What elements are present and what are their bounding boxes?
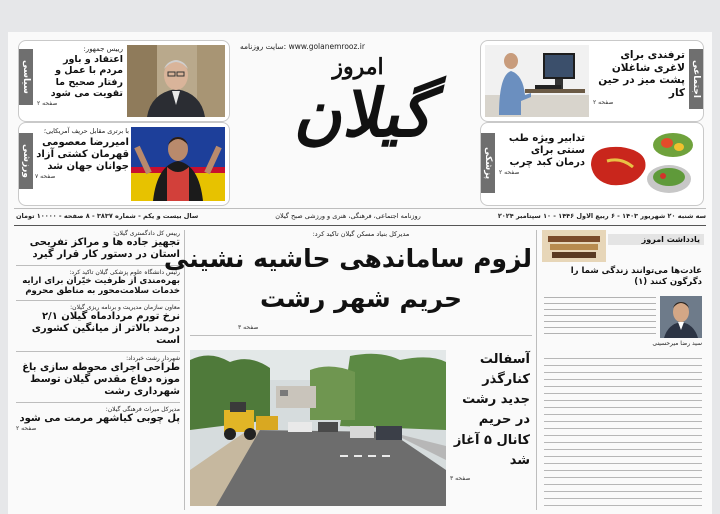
- newspaper-front-page: [8, 32, 712, 514]
- office-worker-photo: [485, 45, 589, 117]
- social-headline: ترفندی برای لاغری شاغلان پشت میز در حین کار: [598, 49, 685, 99]
- social-ribbon: اجتماعی: [689, 49, 703, 109]
- left-news-item[interactable]: [16, 304, 180, 347]
- website-line[interactable]: www.golanemrooz.ir :سایت روزنامه: [240, 42, 365, 51]
- left-news-headline: پل چوبی کیاشهر مرمت می شود: [19, 413, 180, 425]
- sports-headline: امیررضا معصومی قهرمان کشتی آزاد جوانان جهان شد: [36, 137, 129, 172]
- president-photo: [127, 45, 225, 117]
- social-page: صفحه ۲: [593, 99, 614, 107]
- left-news-item[interactable]: [16, 269, 180, 296]
- lead-bottom-rule: [190, 335, 532, 336]
- sports-ribbon: ورزشی: [19, 133, 33, 189]
- editorial-title[interactable]: عادت‌ها می‌توانند زندگی شما را دگرگون کنند (۱): [570, 266, 702, 288]
- health-teaser[interactable]: [480, 122, 704, 206]
- lead-headline-line2[interactable]: حریم شهر رشت: [259, 284, 463, 313]
- left-news-kicker: مدیرکل میراث فرهنگی گیلان:: [105, 406, 180, 414]
- photo-story-page: صفحه ۳: [450, 474, 471, 482]
- wrestler-photo: [131, 127, 225, 201]
- date-line: سه شنبه ۲۰ شهریور ۱۴۰۳ - ۶ ربیع الاول ۱۴۴۶ - ۱۰ سپتامبر ۲۰۲۴: [497, 212, 706, 220]
- politics-headline: اعتقاد و باور مردم با عمل و رفتار صحیح ما تقویت می شود: [50, 54, 123, 100]
- editorial-books-image: [542, 230, 606, 262]
- health-page: صفحه ۲: [499, 169, 520, 176]
- photo-story[interactable]: [450, 350, 530, 482]
- sports-page: صفحه ۷: [35, 173, 56, 180]
- masthead-logo: [263, 52, 473, 192]
- lead-kicker: مدیرکل بنیاد مسکن گیلان تاکید کرد:: [312, 230, 410, 238]
- health-ribbon: پزشکی: [481, 133, 495, 193]
- left-news-item[interactable]: [16, 355, 180, 398]
- logo-main: گیلان: [290, 74, 446, 152]
- sports-kicker: با برتری مقابل حریف آمریکایی؛: [43, 127, 129, 135]
- dateline-top-rule: [14, 208, 706, 209]
- editorial-column: [540, 230, 706, 510]
- politics-page: صفحه ۲: [37, 99, 58, 107]
- left-news-column: [16, 230, 180, 432]
- left-news-kicker: رییس کل دادگستری گیلان:: [113, 230, 180, 237]
- left-news-headline: بهره‌مندی از ظرفیت خیّران برای ارایه خدمات سلامت‌محور به مناطق محروم: [22, 276, 180, 297]
- lead-headline-line1[interactable]: لزوم ساماندهی حاشیه نشینی: [163, 244, 532, 273]
- left-news-item[interactable]: [16, 230, 180, 261]
- author-portrait: [660, 296, 702, 338]
- photo-story-headline: آسفالت کنارگذر جدید رشت در حریم کانال ۵ آغاز شد: [453, 352, 530, 468]
- right-column-divider: [536, 230, 537, 510]
- lead-page: صفحه ۳: [238, 324, 259, 331]
- road-construction-photo: [190, 350, 446, 506]
- social-teaser[interactable]: [480, 40, 704, 122]
- editorial-body-placeholder: [544, 352, 702, 506]
- politics-ribbon: سیاسی: [19, 49, 33, 105]
- logo-sub: امروز: [332, 54, 384, 80]
- editorial-author: سید رضا میرحسینی: [652, 340, 702, 347]
- sports-teaser[interactable]: [18, 122, 230, 206]
- politics-teaser[interactable]: [18, 40, 230, 122]
- left-news-page: صفحه ۲: [16, 425, 37, 433]
- politics-kicker: رییس جمهور:: [83, 45, 123, 53]
- left-news-item[interactable]: [16, 406, 180, 432]
- issue-line: سال بیست و یکم - شماره ۳۸۳۷ - ۸ صفحه - ۱۰۰۰۰ تومان: [16, 212, 199, 220]
- left-news-kicker: معاون سازمان مدیریت و برنامه ریزی گیلان:: [70, 304, 180, 312]
- masthead-subtitle: روزنامه اجتماعی، فرهنگی، هنری و ورزشی صبح گیلان: [275, 212, 421, 220]
- dateline-bottom-rule: [14, 225, 706, 226]
- liver-food-photo: [587, 127, 697, 201]
- health-headline: تدابیر ویژه طب سنتی برای درمان کبد چرب: [508, 133, 585, 168]
- left-news-headline: نرخ تورم مردادماه گیلان ۲/۱ درصد بالاتر از میانگین کشوری است: [31, 311, 180, 347]
- editorial-section-label: یادداشت امروز: [608, 234, 704, 245]
- editorial-body-placeholder-left: [544, 292, 656, 338]
- left-news-kicker: رئیس دانشگاه علوم پزشکی گیلان تاکید کرد:: [69, 269, 180, 276]
- lead-body-placeholder: [402, 342, 532, 346]
- left-news-kicker: شهردار رشت خبرداد:: [126, 355, 180, 363]
- left-news-headline: تجهیز جاده ها و مراکز تفریحی استان در دستور کار قرار گیرد: [29, 237, 180, 260]
- left-news-headline: طراحی اجرای محوطه سازی باغ موزه دفاع مقدس گیلان توسط شهرداری رشت: [22, 362, 180, 398]
